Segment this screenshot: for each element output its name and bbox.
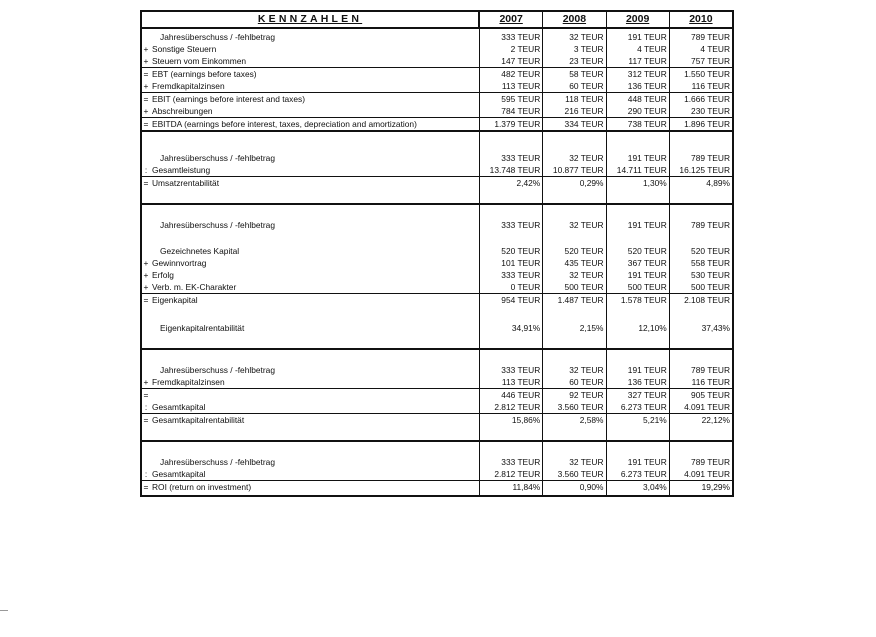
row-label: Erfolg bbox=[150, 269, 480, 281]
spacer bbox=[142, 334, 732, 348]
table-section bbox=[142, 132, 732, 205]
value-cell-2010: 4,89% bbox=[706, 178, 730, 188]
table-row bbox=[142, 269, 732, 281]
row-operator: = bbox=[143, 69, 149, 79]
table-row bbox=[142, 414, 732, 426]
value-cell-2010: 789 TEUR bbox=[691, 457, 730, 467]
value-cell-2010: 1.550 TEUR bbox=[684, 69, 730, 79]
year-header: 2009 bbox=[607, 12, 670, 27]
value-cell-2010: 19,29% bbox=[701, 482, 730, 492]
value-cell-2010: 37,43% bbox=[701, 323, 730, 333]
value-cell-2007: 113 TEUR bbox=[480, 80, 543, 92]
row-label: Jahresüberschuss / -fehlbetrag bbox=[150, 31, 480, 43]
table-row bbox=[142, 364, 732, 376]
value-cell-2009: 191 TEUR bbox=[607, 456, 670, 468]
value-cell-2010: 789 TEUR bbox=[691, 32, 730, 42]
table-row bbox=[142, 294, 732, 306]
row-label: Sonstige Steuern bbox=[150, 43, 480, 55]
value-cell-2007: 34,91% bbox=[480, 322, 543, 334]
row-label: Gesamtkapitalrentabilität bbox=[150, 414, 480, 426]
row-operator: + bbox=[143, 282, 149, 292]
value-cell-2010: 789 TEUR bbox=[691, 220, 730, 230]
row-label: Fremdkapitalzinsen bbox=[150, 80, 480, 92]
row-operator: = bbox=[143, 295, 149, 305]
value-cell-2007: 333 TEUR bbox=[480, 219, 543, 231]
spacer bbox=[142, 493, 732, 495]
year-header: 2010 bbox=[689, 13, 713, 25]
value-cell-2010: 1.666 TEUR bbox=[684, 94, 730, 104]
value-cell-2007: 2,42% bbox=[480, 177, 543, 189]
value-cell-2010: 4 TEUR bbox=[700, 44, 730, 54]
year-header: 2007 bbox=[480, 12, 543, 27]
row-label: Jahresüberschuss / -fehlbetrag bbox=[150, 456, 480, 468]
value-cell-2009: 191 TEUR bbox=[607, 152, 670, 164]
row-operator bbox=[142, 322, 150, 334]
row-label: Gesamtkapital bbox=[150, 401, 480, 413]
row-label: Steuern vom Einkommen bbox=[150, 55, 480, 67]
value-cell-2010: 500 TEUR bbox=[691, 282, 730, 292]
value-cell-2008: 32 TEUR bbox=[543, 364, 606, 376]
row-operator bbox=[142, 364, 150, 376]
row-operator: + bbox=[143, 377, 149, 387]
value-cell-2009: 136 TEUR bbox=[607, 80, 670, 92]
value-cell-2010: 905 TEUR bbox=[691, 390, 730, 400]
value-cell-2008: 334 TEUR bbox=[543, 118, 606, 130]
row-operator: : bbox=[144, 469, 148, 479]
row-operator: = bbox=[143, 390, 149, 400]
value-cell-2009: 191 TEUR bbox=[607, 364, 670, 376]
row-operator: + bbox=[143, 56, 149, 66]
row-operator: = bbox=[143, 119, 149, 129]
table-section bbox=[142, 205, 732, 350]
table-row bbox=[142, 389, 732, 401]
value-cell-2008: 32 TEUR bbox=[543, 269, 606, 281]
spacer bbox=[142, 442, 732, 456]
value-cell-2008: 216 TEUR bbox=[543, 105, 606, 117]
value-cell-2010: 22,12% bbox=[701, 415, 730, 425]
row-operator bbox=[142, 31, 150, 43]
value-cell-2010: 789 TEUR bbox=[691, 365, 730, 375]
value-cell-2009: 191 TEUR bbox=[607, 31, 670, 43]
table-row bbox=[142, 177, 732, 189]
value-cell-2010: 789 TEUR bbox=[691, 153, 730, 163]
table-row bbox=[142, 322, 732, 334]
value-cell-2008: 32 TEUR bbox=[543, 152, 606, 164]
value-cell-2008: 3.560 TEUR bbox=[543, 401, 606, 413]
value-cell-2009: 367 TEUR bbox=[607, 257, 670, 269]
value-cell-2007: 113 TEUR bbox=[480, 376, 543, 388]
row-label: Jahresüberschuss / -fehlbetrag bbox=[150, 152, 480, 164]
spacer bbox=[142, 306, 732, 322]
spacer bbox=[142, 205, 732, 219]
value-cell-2010: 16.125 TEUR bbox=[679, 165, 730, 175]
table-section bbox=[142, 350, 732, 442]
value-cell-2007: 15,86% bbox=[480, 414, 543, 426]
row-operator: + bbox=[143, 106, 149, 116]
value-cell-2009: 191 TEUR bbox=[607, 269, 670, 281]
row-label bbox=[150, 389, 480, 401]
row-label: Fremdkapitalzinsen bbox=[150, 376, 480, 388]
row-operator: + bbox=[143, 258, 149, 268]
row-label: EBIT (earnings before interest and taxes) bbox=[150, 93, 480, 105]
row-label: Gesamtleistung bbox=[150, 164, 480, 176]
scan-edge-mark bbox=[0, 610, 8, 611]
row-label: Gesamtkapital bbox=[150, 468, 480, 480]
row-operator bbox=[142, 245, 150, 257]
value-cell-2007: 446 TEUR bbox=[480, 389, 543, 401]
row-label: ROI (return on investment) bbox=[150, 481, 480, 493]
table-row bbox=[142, 164, 732, 177]
value-cell-2008: 0,29% bbox=[543, 177, 606, 189]
row-operator bbox=[142, 152, 150, 164]
table-row bbox=[142, 468, 732, 481]
value-cell-2008: 500 TEUR bbox=[543, 281, 606, 293]
table-row bbox=[142, 245, 732, 257]
value-cell-2009: 5,21% bbox=[607, 414, 670, 426]
value-cell-2009: 14.711 TEUR bbox=[607, 164, 670, 176]
value-cell-2009: 738 TEUR bbox=[607, 118, 670, 130]
value-cell-2008: 2,15% bbox=[543, 322, 606, 334]
value-cell-2007: 333 TEUR bbox=[480, 152, 543, 164]
value-cell-2009: 3,04% bbox=[607, 481, 670, 493]
table-row bbox=[142, 401, 732, 414]
row-label: Umsatzrentabilität bbox=[150, 177, 480, 189]
value-cell-2007: 333 TEUR bbox=[480, 456, 543, 468]
table-row bbox=[142, 456, 732, 468]
value-cell-2007: 784 TEUR bbox=[480, 105, 543, 117]
table-row bbox=[142, 281, 732, 294]
value-cell-2007: 2.812 TEUR bbox=[480, 468, 543, 480]
row-operator: = bbox=[143, 178, 149, 188]
value-cell-2009: 290 TEUR bbox=[607, 105, 670, 117]
value-cell-2010: 520 TEUR bbox=[691, 246, 730, 256]
value-cell-2007: 0 TEUR bbox=[480, 281, 543, 293]
table-row bbox=[142, 152, 732, 164]
table-row bbox=[142, 376, 732, 389]
value-cell-2008: 2,58% bbox=[543, 414, 606, 426]
value-cell-2009: 136 TEUR bbox=[607, 376, 670, 388]
table-header bbox=[142, 12, 732, 29]
row-operator: : bbox=[144, 402, 148, 412]
row-operator: + bbox=[143, 81, 149, 91]
value-cell-2008: 10.877 TEUR bbox=[543, 164, 606, 176]
value-cell-2008: 32 TEUR bbox=[543, 456, 606, 468]
value-cell-2008: 0,90% bbox=[543, 481, 606, 493]
kennzahlen-table bbox=[140, 10, 734, 497]
row-label: Verb. m. EK-Charakter bbox=[150, 281, 480, 293]
table-section bbox=[142, 442, 732, 495]
value-cell-2009: 6.273 TEUR bbox=[607, 401, 670, 413]
row-label: Eigenkapitalrentabilität bbox=[150, 322, 480, 334]
spacer bbox=[142, 231, 732, 245]
value-cell-2007: 2 TEUR bbox=[480, 43, 543, 55]
table-row bbox=[142, 481, 732, 493]
row-label: EBITDA (earnings before interest, taxes, depreciation and amortization) bbox=[150, 118, 480, 130]
row-operator: = bbox=[143, 415, 149, 425]
year-header: 2008 bbox=[543, 12, 606, 27]
row-label: Jahresüberschuss / -fehlbetrag bbox=[150, 219, 480, 231]
table-row bbox=[142, 31, 732, 43]
table-title: KENNZAHLEN bbox=[142, 12, 480, 27]
table-row bbox=[142, 257, 732, 269]
spacer bbox=[142, 426, 732, 440]
value-cell-2009: 6.273 TEUR bbox=[607, 468, 670, 480]
row-label: Gezeichnetes Kapital bbox=[150, 245, 480, 257]
value-cell-2007: 595 TEUR bbox=[480, 93, 543, 105]
value-cell-2007: 520 TEUR bbox=[480, 245, 543, 257]
value-cell-2008: 92 TEUR bbox=[543, 389, 606, 401]
value-cell-2008: 32 TEUR bbox=[543, 219, 606, 231]
value-cell-2007: 482 TEUR bbox=[480, 68, 543, 80]
value-cell-2010: 530 TEUR bbox=[691, 270, 730, 280]
spacer bbox=[142, 132, 732, 152]
value-cell-2008: 3.560 TEUR bbox=[543, 468, 606, 480]
value-cell-2008: 60 TEUR bbox=[543, 376, 606, 388]
value-cell-2009: 117 TEUR bbox=[607, 55, 670, 67]
value-cell-2007: 954 TEUR bbox=[480, 294, 543, 306]
row-operator: = bbox=[143, 94, 149, 104]
table-row bbox=[142, 118, 732, 130]
value-cell-2008: 520 TEUR bbox=[543, 245, 606, 257]
value-cell-2010: 230 TEUR bbox=[691, 106, 730, 116]
value-cell-2009: 500 TEUR bbox=[607, 281, 670, 293]
value-cell-2008: 60 TEUR bbox=[543, 80, 606, 92]
row-operator bbox=[142, 456, 150, 468]
value-cell-2008: 1.487 TEUR bbox=[543, 294, 606, 306]
value-cell-2009: 12,10% bbox=[607, 322, 670, 334]
value-cell-2007: 101 TEUR bbox=[480, 257, 543, 269]
value-cell-2010: 116 TEUR bbox=[691, 377, 730, 387]
table-section bbox=[142, 29, 732, 132]
value-cell-2010: 4.091 TEUR bbox=[684, 402, 730, 412]
value-cell-2008: 23 TEUR bbox=[543, 55, 606, 67]
value-cell-2009: 1.578 TEUR bbox=[607, 294, 670, 306]
table-row bbox=[142, 43, 732, 55]
row-operator: = bbox=[143, 482, 149, 492]
value-cell-2007: 333 TEUR bbox=[480, 31, 543, 43]
table-row bbox=[142, 219, 732, 231]
value-cell-2007: 333 TEUR bbox=[480, 269, 543, 281]
value-cell-2009: 520 TEUR bbox=[607, 245, 670, 257]
table-row bbox=[142, 80, 732, 93]
value-cell-2008: 32 TEUR bbox=[543, 31, 606, 43]
value-cell-2007: 2.812 TEUR bbox=[480, 401, 543, 413]
value-cell-2010: 116 TEUR bbox=[691, 81, 730, 91]
value-cell-2007: 11,84% bbox=[480, 481, 543, 493]
row-label: Jahresüberschuss / -fehlbetrag bbox=[150, 364, 480, 376]
value-cell-2007: 1.379 TEUR bbox=[480, 118, 543, 130]
value-cell-2010: 4.091 TEUR bbox=[684, 469, 730, 479]
row-label: Gewinnvortrag bbox=[150, 257, 480, 269]
value-cell-2007: 147 TEUR bbox=[480, 55, 543, 67]
row-label: Abschreibungen bbox=[150, 105, 480, 117]
row-operator bbox=[142, 219, 150, 231]
spacer bbox=[142, 189, 732, 203]
row-operator: + bbox=[143, 270, 149, 280]
value-cell-2009: 327 TEUR bbox=[607, 389, 670, 401]
row-operator: : bbox=[144, 165, 148, 175]
table-row bbox=[142, 55, 732, 68]
value-cell-2010: 1.896 TEUR bbox=[684, 119, 730, 129]
value-cell-2008: 435 TEUR bbox=[543, 257, 606, 269]
value-cell-2010: 2.108 TEUR bbox=[684, 295, 730, 305]
value-cell-2010: 757 TEUR bbox=[691, 56, 730, 66]
value-cell-2010: 558 TEUR bbox=[691, 258, 730, 268]
value-cell-2009: 448 TEUR bbox=[607, 93, 670, 105]
value-cell-2007: 13.748 TEUR bbox=[480, 164, 543, 176]
value-cell-2008: 118 TEUR bbox=[543, 93, 606, 105]
value-cell-2009: 312 TEUR bbox=[607, 68, 670, 80]
row-label: Eigenkapital bbox=[150, 294, 480, 306]
value-cell-2008: 3 TEUR bbox=[543, 43, 606, 55]
row-operator: + bbox=[143, 44, 149, 54]
row-label: EBT (earnings before taxes) bbox=[150, 68, 480, 80]
value-cell-2009: 4 TEUR bbox=[607, 43, 670, 55]
spacer bbox=[142, 350, 732, 364]
value-cell-2009: 191 TEUR bbox=[607, 219, 670, 231]
table-row bbox=[142, 105, 732, 118]
value-cell-2008: 58 TEUR bbox=[543, 68, 606, 80]
table-row bbox=[142, 93, 732, 105]
table-row bbox=[142, 68, 732, 80]
value-cell-2009: 1,30% bbox=[607, 177, 670, 189]
value-cell-2007: 333 TEUR bbox=[480, 364, 543, 376]
